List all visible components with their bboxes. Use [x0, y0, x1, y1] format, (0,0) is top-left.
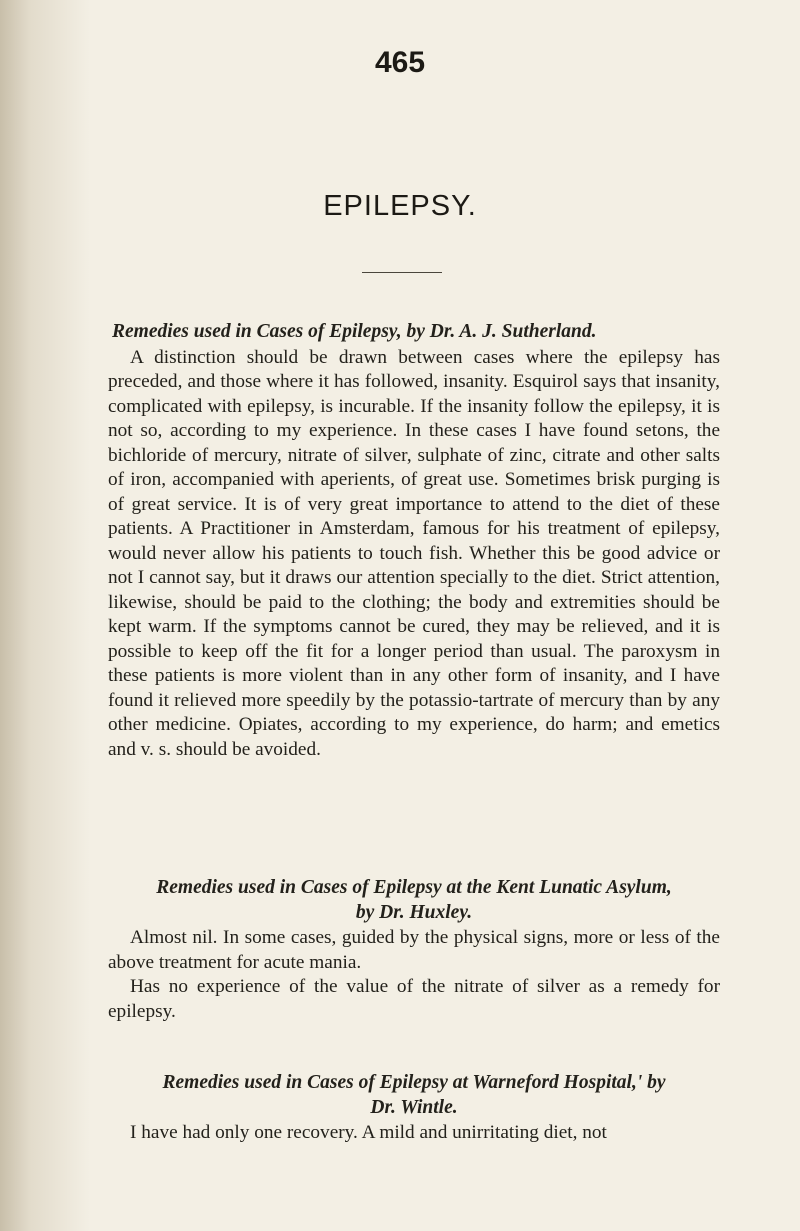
paragraph: I have had only one recovery. A mild and unirritating diet, not — [130, 1122, 607, 1143]
title-divider — [362, 272, 442, 273]
section-heading: Remedies used in Cases of Epilepsy, by Dr. A. J. Sutherland. — [112, 321, 597, 342]
paragraph: A distinction should be drawn between cases where the epilepsy has preceded, and those where it has followed, insanity. Esquirol says that insanity, complicated with epilepsy, is incurable. If the insanity follow the epilepsy, it is not so, according to my experience. In these cases I have found setons, the bichloride of mercury, nitrate of silver, sulphate of zinc, citrate and other salts of iron, accompanied with aperients, of great use. Sometimes brisk purging is of great service. It is of very great importance to attend to the diet of these patients. A Practitioner in Amsterdam, famous for his treatment of epilepsy, would never allow his patients to touch fish. Whether this be good advice or not I cannot say, but it draws our attention specially to the diet. Strict attention, likewise, should be paid to the clothing; the body and extremities should be kept warm. If the symptoms cannot be cured, they may be relieved, and it is possible to keep off the fit for a longer period than usual. The paroxysm in these patients is more violent than in any other form of insanity, and I have found it relieved more speedily by the potassio-tartrate of mercury than by any other medicine. Opiates, according to my experience, do harm; and emetics and v. s. should be avoided. — [108, 346, 720, 760]
section-huxley — [108, 876, 720, 1024]
section-heading-line: Remedies used in Cases of Epilepsy at Warneford Hospital,' by — [162, 1072, 666, 1093]
section-heading-line: by Dr. Huxley. — [355, 901, 473, 923]
section-sutherland — [108, 320, 720, 762]
paragraph: Has no experience of the value of the nitrate of silver as a remedy for epilepsy. — [108, 976, 720, 1022]
section-heading-line: Remedies used in Cases of Epilepsy at the Kent Lunatic Asylum, — [156, 877, 672, 898]
section-heading — [108, 1071, 720, 1120]
running-title: EPILEPSY. — [323, 190, 477, 222]
paragraph: Almost nil. In some cases, guided by the physical signs, more or less of the above treatment for acute mania. — [108, 927, 720, 973]
section-wintle — [108, 1071, 720, 1146]
section-heading-line: Dr. Wintle. — [370, 1096, 458, 1118]
page-number: 465 — [374, 46, 426, 79]
section-heading — [108, 876, 720, 925]
